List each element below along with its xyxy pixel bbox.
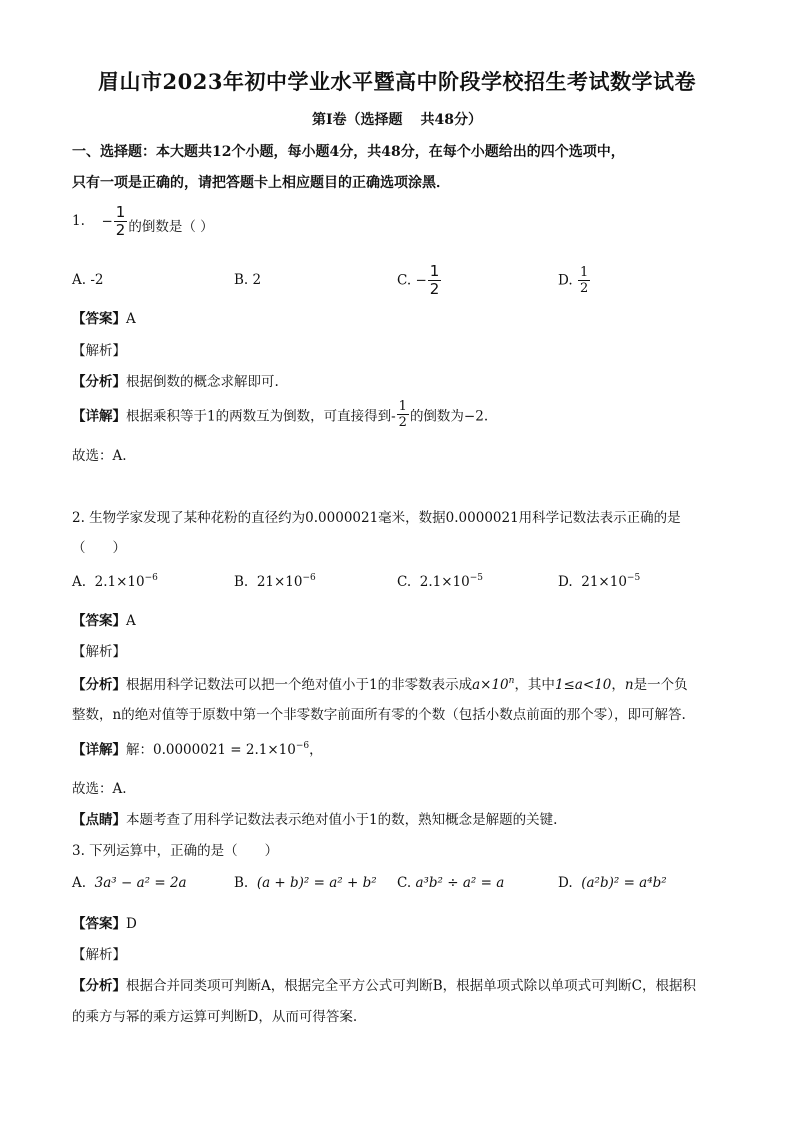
q1-fraction: $\frac{1}{2}$ [115, 203, 126, 239]
q1-stem [72, 205, 214, 238]
q2-detail: 【详解】解：$0.0000021 = 2.1\times 10^{-6}$， [72, 741, 323, 758]
part-score: 共48分） [420, 112, 483, 128]
q1-option-d: D. $\frac{1}{2}$ [558, 265, 589, 296]
page-title: 眉山市2023年初中学业水平暨高中阶段学校招生考试数学试卷 [98, 69, 696, 94]
q2-fenxi-line-2: 整数，n的绝对值等于原数中第一个非零数字前面所有零的个数（包括小数点前面的那个零），即可解答. [72, 707, 686, 723]
q1-answer: 【答案】A [72, 311, 136, 327]
q2-answer: 【答案】A [72, 613, 136, 629]
q3-option-a: A. 3a³ − a² = 2a [72, 875, 187, 891]
q3-option-d: D. (a²b)² = a⁴b² [558, 875, 667, 891]
q2-option-b: B. $21\times 10^{-6}$ [234, 573, 316, 590]
q1-fraction-sign: − [101, 213, 113, 230]
section-instruction-line-1: 一、选择题：本大题共12个小题，每小题4分，共48分，在每个小题给出的四个选项中， [72, 144, 625, 160]
q3-option-c: C. a³b² ÷ a² = a [397, 875, 505, 891]
q1-option-a: A. -2 [72, 272, 104, 288]
q3-stem: 3. 下列运算中，正确的是（ ） [72, 843, 279, 859]
q1-fenxi: 【分析】根据倒数的概念求解即可. [72, 374, 279, 390]
q3-answer: 【答案】D [72, 916, 137, 932]
q1-detail: 【详解】根据乘积等于1的两数互为倒数，可直接得到- $\frac{1}{2}$ 的倒数为−2. [72, 399, 489, 430]
q2-stem-line-2: （ ） [72, 540, 126, 556]
part-label: 第Ⅰ卷（选择题 [311, 112, 403, 128]
q1-choose: 故选：A. [72, 448, 127, 464]
q2-analysis-label: 【解析】 [72, 644, 126, 660]
q2-choose: 故选：A. [72, 781, 127, 797]
q2-comment: 【点睛】本题考查了用科学记数法表示绝对值小于1的数，熟知概念是解题的关键. [72, 812, 558, 828]
q1-number: 1. [72, 213, 85, 229]
section-instruction-line-2: 只有一项是正确的，请把答题卡上相应题目的正确选项涂黑． [72, 175, 450, 191]
q1-analysis-label: 【解析】 [72, 343, 126, 359]
q3-fenxi-line-2: 的乘方与幂的乘方运算可判断D，从而可得答案. [72, 1009, 358, 1025]
q3-option-b: B. (a + b)² = a² + b² [234, 875, 377, 891]
q3-analysis-label: 【解析】 [72, 947, 126, 963]
q2-fenxi-line-1: 【分析】根据用科学记数法可以把一个绝对值小于1的非零数表示成$a\times 10^n$，其中1≤a<10，n是一个负 [72, 676, 688, 693]
q1-option-c: C. − $\frac{1}{2}$ [397, 262, 440, 298]
q2-option-c: C. $2.1\times 10^{-5}$ [397, 573, 483, 590]
q1-stem-text: 的倒数是（ ） [128, 219, 214, 235]
q1-option-b: B. 2 [234, 272, 262, 288]
q2-stem-line-1: 2. 生物学家发现了某种花粉的直径约为0.0000021毫米，数据0.0000021用科学记数法表示正确的是 [72, 510, 681, 526]
part-subtitle [0, 109, 794, 129]
q2-option-d: D. $21\times 10^{-5}$ [558, 573, 641, 590]
q2-option-a: A. $2.1\times 10^{-6}$ [72, 573, 158, 590]
q3-fenxi-line-1: 【分析】根据合并同类项可判断A，根据完全平方公式可判断B，根据单项式除以单项式可判断C，根据积 [72, 978, 696, 994]
